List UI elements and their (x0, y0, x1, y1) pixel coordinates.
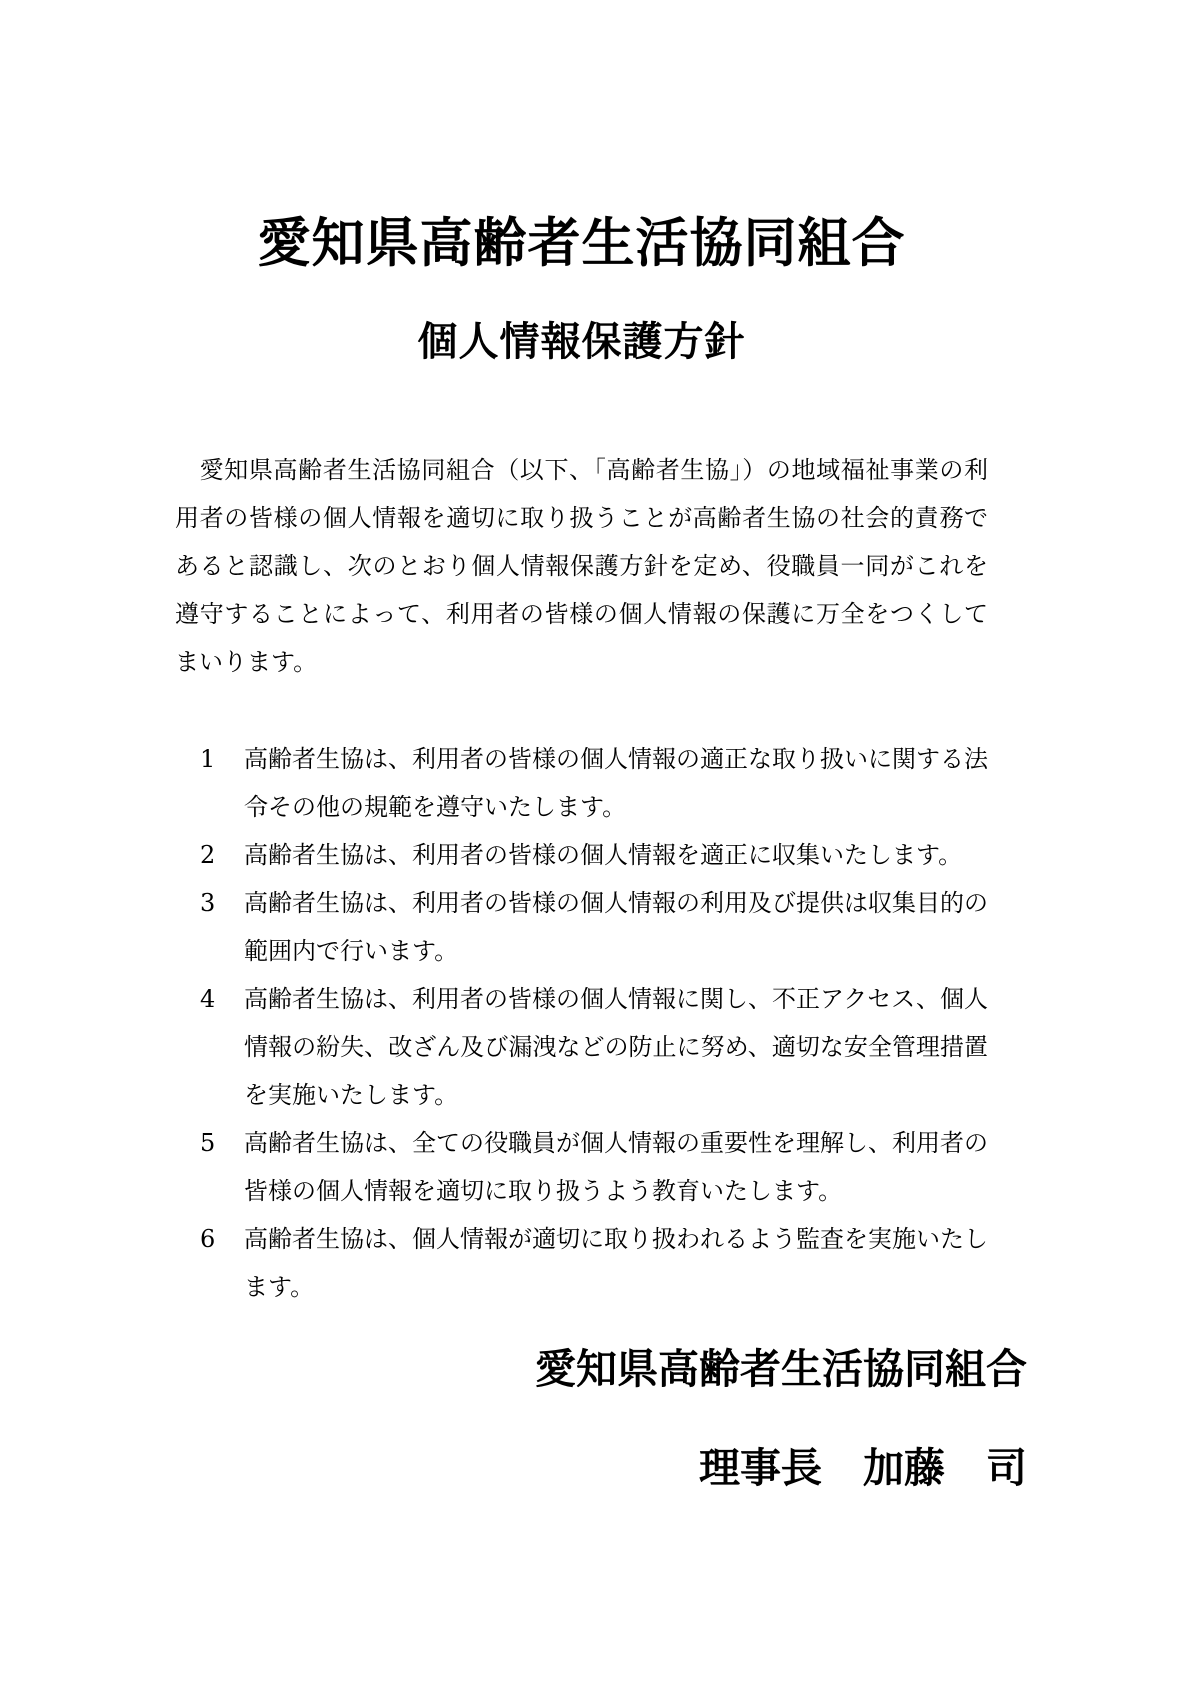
policy-item (175, 1215, 988, 1311)
intro-paragraph: 愛知県高齢者生活協同組合（以下、「高齢者生協」）の地域福祉事業の利用者の皆様の個人情報を適切に取り扱うことが高齢者生協の社会的責務であると認識し、次のとおり個人情報保護方針を定め、役職員一同がこれを遵守することによって、利用者の皆様の個人情報の保護に万全をつくしてまいります。 (175, 456, 988, 676)
policy-item-text: 高齢者生協は、個人情報が適切に取り扱われるよう監査を実施いたします。 (244, 1225, 988, 1301)
policy-item-number: 5 (200, 1129, 216, 1157)
policy-item-text: 高齢者生協は、全ての役職員が個人情報の重要性を理解し、利用者の皆様の個人情報を適切に取り扱うよう教育いたします。 (244, 1129, 988, 1205)
signature-block (175, 1344, 1027, 1493)
policy-item (175, 1119, 988, 1215)
policy-item-number: 4 (200, 985, 216, 1013)
policy-item (175, 831, 988, 879)
policy-item-number: 6 (200, 1225, 216, 1253)
document-subtitle: 個人情報保護方針 (417, 318, 746, 365)
policy-item (175, 735, 988, 831)
policy-list (175, 735, 988, 1311)
policy-item-text: 高齢者生協は、利用者の皆様の個人情報に関し、不正アクセス、個人情報の紛失、改ざん及び漏洩などの防止に努め、適切な安全管理措置を実施いたします。 (244, 985, 988, 1109)
signature-representative: 理事長 加藤 司 (699, 1444, 1027, 1492)
policy-item (175, 879, 988, 975)
policy-item-text: 高齢者生協は、利用者の皆様の個人情報の適正な取り扱いに関する法令その他の規範を遵守いたします。 (244, 745, 988, 821)
policy-item-text: 高齢者生協は、利用者の皆様の個人情報を適正に収集いたします。 (244, 841, 963, 869)
policy-item-number: 1 (200, 745, 216, 773)
policy-item-text: 高齢者生協は、利用者の皆様の個人情報の利用及び提供は収集目的の範囲内で行います。 (244, 889, 988, 965)
policy-item (175, 975, 988, 1119)
signature-organization: 愛知県高齢者生活協同組合 (535, 1345, 1027, 1393)
policy-item-number: 3 (200, 889, 216, 917)
document-title: 愛知県高齢者生活協同組合 (257, 212, 906, 274)
policy-item-number: 2 (200, 841, 216, 869)
